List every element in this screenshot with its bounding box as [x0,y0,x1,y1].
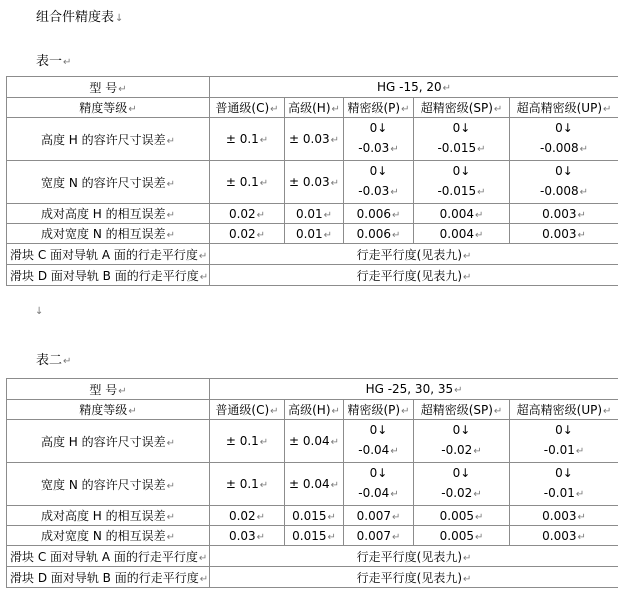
width-tol-h-value: ± 0.04 [289,477,330,491]
cell-mark: ↵ [473,489,482,500]
model-value-cell [210,77,618,98]
height-tol-h-value: ± 0.03 [289,132,330,146]
height-tol-sp [414,118,510,161]
grade-h [285,400,344,420]
width-mutual-c-value: 0.02 [228,226,256,241]
grade-p-text: 精密级(P) [347,101,401,115]
height-tolerance-row [7,118,618,161]
width-tol-c-value: ± 0.1 [225,477,259,491]
width-mutual-h [285,224,344,244]
cell-mark: ↵ [575,489,585,500]
width-mutual-up [510,526,618,546]
height-mutual-h [285,506,344,526]
cell-mark: ↵ [577,511,586,523]
parallelism-d-value-cell [210,567,618,588]
paragraph-mark: ↓ [35,306,44,317]
precision-table-1 [6,76,618,286]
grade-up [510,98,618,118]
height-mutual-label: 成对高度 H 的相互误差 [40,509,166,523]
width-tol-c [210,463,285,506]
height-tol-p [344,118,414,161]
width-mutual-up [510,224,618,244]
width-mutual-c [210,526,285,546]
width-tol-c-value: ± 0.1 [225,175,259,189]
cell-mark: ↵ [259,437,269,448]
grade-c-text: 普通级(C) [215,403,270,417]
cell-mark: ↵ [128,406,137,417]
grade-up-text: 超高精密级(UP) [516,403,603,417]
height-mutual-label-cell [7,506,210,526]
width-mutual-p-value: 0.007 [356,528,391,543]
cell-mark: ↵ [256,511,266,523]
height-mutual-sp-value: 0.004 [439,206,474,221]
model-label-cell [7,77,210,98]
width-tol-up [510,463,618,506]
width-tol-label: 宽度 N 的容许尺寸误差 [41,175,166,190]
cell-mark: ↵ [323,209,333,221]
parallelism-c-value: 行走平行度(见表九) [356,549,463,564]
grade-up-text: 超高精密级(UP) [516,101,603,115]
cell-mark: ↵ [198,250,208,262]
width-tol-p-upper: 0↓ [369,466,388,480]
height-tol-label-cell [7,118,210,161]
model-row [7,77,618,98]
cell-mark: ↵ [390,489,399,500]
parallelism-d-label: 滑块 D 面对导轨 B 面的行走平行度 [10,268,199,283]
cell-mark: ↵ [579,144,589,155]
height-tol-sp-lower: -0.015 [437,141,477,155]
height-mutual-up [510,506,618,526]
width-tolerance-row [7,463,618,506]
height-mutual-c-value: 0.02 [228,508,256,523]
height-mutual-h-value: 0.015 [292,508,327,523]
cell-mark: ↵ [331,104,340,115]
model-label: 型 号 [89,80,118,95]
height-mutual-c [210,204,285,224]
height-mutual-up [510,204,618,224]
width-tol-sp-lower: -0.015 [437,184,477,198]
grade-row [7,400,618,420]
paragraph-mark: ↵ [63,57,72,68]
grade-label-cell [7,98,210,118]
height-tol-sp-upper: 0↓ [452,121,471,135]
width-mutual-sp [414,224,510,244]
cell-mark: ↵ [327,511,336,523]
paragraph-mark: ↓ [115,13,124,24]
cell-mark: ↵ [323,229,333,241]
width-tol-c [210,161,285,204]
table-2-caption-text: 表二 [36,353,63,368]
width-mutual-label: 成对宽度 N 的相互误差 [41,529,166,543]
grade-sp-text: 超精密级(SP) [420,403,493,417]
cell-mark: ↵ [463,552,472,564]
grade-sp [414,98,510,118]
width-tol-sp-upper: 0↓ [452,164,471,178]
parallelism-c-label-cell [7,244,210,265]
cell-mark: ↵ [256,209,266,221]
cell-mark: ↵ [166,230,175,241]
width-tol-sp [414,463,510,506]
cell-mark: ↵ [493,104,503,115]
parallelism-d-label-cell [7,567,210,588]
grade-label: 精度等级 [79,403,128,417]
height-mutual-label-cell [7,204,210,224]
document-title-text: 组合件精度表 [36,10,115,25]
width-tol-up-upper: 0↓ [555,164,573,178]
width-mutual-row [7,526,618,546]
width-mutual-row [7,224,618,244]
grade-p [344,98,414,118]
cell-mark: ↵ [391,531,401,543]
parallelism-c-label-cell [7,546,210,567]
height-tol-up-lower: -0.01 [543,443,575,457]
width-tol-p-lower: -0.03 [358,184,390,198]
parallelism-c-label: 滑块 C 面对导轨 A 面的行走平行度 [10,549,198,564]
cell-mark: ↵ [259,135,269,146]
height-tol-p-upper: 0↓ [369,121,388,135]
width-tol-sp-upper: 0↓ [452,466,471,480]
cell-mark: ↵ [256,531,266,543]
height-tol-sp [414,420,510,463]
width-tol-p-upper: 0↓ [369,164,388,178]
cell-mark: ↵ [463,250,472,262]
model-label-cell [7,379,210,400]
width-mutual-p [344,526,414,546]
cell-mark: ↵ [118,385,127,397]
width-mutual-up-value: 0.003 [542,528,577,543]
height-mutual-p-value: 0.007 [356,508,391,523]
grade-p [344,400,414,420]
width-tol-label-cell [7,161,210,204]
parallelism-c-row [7,546,618,567]
parallelism-c-row [7,244,618,265]
cell-mark: ↵ [166,532,175,543]
cell-mark: ↵ [391,229,401,241]
cell-mark: ↵ [330,178,339,189]
height-tol-h [285,118,344,161]
parallelism-d-label: 滑块 D 面对导轨 B 面的行走平行度 [10,570,199,585]
grade-h [285,98,344,118]
height-mutual-c [210,506,285,526]
height-tol-c-value: ± 0.1 [225,434,259,448]
height-mutual-sp [414,204,510,224]
height-mutual-p [344,506,414,526]
cell-mark: ↵ [166,512,176,523]
width-mutual-label: 成对宽度 N 的相互误差 [41,227,166,241]
cell-mark: ↵ [463,271,472,283]
width-mutual-sp-value: 0.005 [439,528,474,543]
table-1-caption [36,50,71,69]
height-tol-up-upper: 0↓ [555,121,573,135]
width-mutual-label-cell [7,224,210,244]
cell-mark: ↵ [603,104,612,115]
height-tol-label: 高度 H 的容许尺寸误差 [40,434,166,449]
width-mutual-sp [414,526,510,546]
width-tol-h-value: ± 0.03 [289,175,330,189]
height-tol-p [344,420,414,463]
cell-mark: ↵ [391,209,401,221]
cell-mark: ↵ [327,531,336,543]
width-mutual-c [210,224,285,244]
cell-mark: ↵ [166,135,176,147]
cell-mark: ↵ [603,406,612,417]
cell-mark: ↵ [463,573,472,585]
cell-mark: ↵ [330,480,339,491]
height-mutual-sp-value: 0.005 [439,508,474,523]
parallelism-d-row [7,567,618,588]
grade-sp-text: 超精密级(SP) [420,101,493,115]
width-mutual-p [344,224,414,244]
height-tol-c [210,420,285,463]
cell-mark: ↵ [256,229,266,241]
grade-sp [414,400,510,420]
cell-mark: ↵ [401,104,410,115]
width-tol-sp-lower: -0.02 [441,486,473,500]
grade-h-text: 高级(H) [288,101,331,115]
width-mutual-h-value: 0.01 [295,226,323,241]
cell-mark: ↵ [493,406,503,417]
height-mutual-p-value: 0.006 [356,206,391,221]
cell-mark: ↵ [474,229,484,241]
height-mutual-sp [414,506,510,526]
height-tol-p-upper: 0↓ [369,423,388,437]
model-label: 型 号 [89,382,118,397]
parallelism-c-label: 滑块 C 面对导轨 A 面的行走平行度 [10,247,198,262]
width-tol-up-upper: 0↓ [555,466,573,480]
width-tol-h [285,161,344,204]
cell-mark: ↵ [454,385,463,396]
cell-mark: ↵ [166,210,176,221]
height-tol-sp-lower: -0.02 [441,443,473,457]
height-tol-sp-upper: 0↓ [452,423,471,437]
cell-mark: ↵ [401,406,410,417]
cell-mark: ↵ [198,552,208,564]
cell-mark: ↵ [331,406,340,417]
parallelism-d-label-cell [7,265,210,286]
parallelism-c-value: 行走平行度(见表九) [356,247,463,262]
cell-mark: ↵ [579,187,589,198]
cell-mark: ↵ [259,178,269,189]
table-2-caption [36,349,71,368]
cell-mark: ↵ [474,511,484,523]
height-tol-label: 高度 H 的容许尺寸误差 [40,132,166,147]
height-mutual-label: 成对高度 H 的相互误差 [40,207,166,221]
height-tol-h-value: ± 0.04 [289,434,330,448]
width-tol-up-lower: -0.01 [543,486,575,500]
width-tol-up [510,161,618,204]
cell-mark: ↵ [199,271,209,283]
cell-mark: ↵ [166,480,175,492]
model-value-cell [210,379,618,400]
width-mutual-label-cell [7,526,210,546]
width-tol-p-lower: -0.04 [358,486,390,500]
cell-mark: ↵ [473,446,482,457]
width-tolerance-row [7,161,618,204]
width-tol-label: 宽度 N 的容许尺寸误差 [41,477,166,492]
cell-mark: ↵ [259,480,269,491]
width-mutual-h [285,526,344,546]
width-tol-p [344,463,414,506]
width-mutual-p-value: 0.006 [356,226,391,241]
height-mutual-h [285,204,344,224]
cell-mark: ↵ [166,437,176,449]
height-tol-h [285,420,344,463]
parallelism-d-value-cell [210,265,618,286]
grade-row [7,98,618,118]
cell-mark: ↵ [391,511,401,523]
cell-mark: ↵ [474,531,484,543]
parallelism-d-value: 行走平行度(见表九) [356,268,463,283]
height-tol-c-value: ± 0.1 [225,132,259,146]
grade-c [210,400,285,420]
grade-h-text: 高级(H) [288,403,331,417]
precision-table-2 [6,378,618,588]
grade-up [510,400,618,420]
width-tol-sp [414,161,510,204]
cell-mark: ↵ [118,83,127,95]
document-title [36,6,123,25]
grade-p-text: 精密级(P) [347,403,401,417]
height-tolerance-row [7,420,618,463]
height-mutual-row [7,204,618,224]
width-mutual-up-value: 0.003 [542,226,577,241]
cell-mark: ↵ [390,187,399,198]
cell-mark: ↵ [270,406,279,417]
height-tol-up-upper: 0↓ [555,423,573,437]
width-tol-up-lower: -0.008 [539,184,579,198]
height-tol-p-lower: -0.03 [358,141,390,155]
cell-mark: ↵ [330,135,339,146]
grade-c [210,98,285,118]
cell-mark: ↵ [577,209,586,221]
cell-mark: ↵ [577,531,586,543]
cell-mark: ↵ [474,209,484,221]
cell-mark: ↵ [575,446,585,457]
model-value: HG -25, 30, 35 [365,382,454,396]
height-tol-p-lower: -0.04 [358,443,390,457]
grade-label-cell [7,400,210,420]
table-1-caption-text: 表一 [36,54,63,69]
width-tol-label-cell [7,463,210,506]
height-mutual-row [7,506,618,526]
cell-mark: ↵ [442,83,452,94]
width-mutual-c-value: 0.03 [228,528,256,543]
parallelism-c-value-cell [210,244,618,265]
cell-mark: ↵ [477,187,486,198]
cell-mark: ↵ [166,178,175,190]
height-mutual-up-value: 0.003 [542,508,577,523]
grade-label: 精度等级 [79,101,128,115]
cell-mark: ↵ [128,104,137,115]
height-mutual-h-value: 0.01 [295,206,323,221]
height-tol-up [510,118,618,161]
height-tol-up-lower: -0.008 [539,141,579,155]
cell-mark: ↵ [330,437,339,448]
parallelism-d-row [7,265,618,286]
model-value: HG -15, 20 [377,80,442,94]
parallelism-d-value: 行走平行度(见表九) [356,570,463,585]
height-tol-label-cell [7,420,210,463]
paragraph-mark: ↵ [63,356,72,367]
height-tol-c [210,118,285,161]
height-mutual-up-value: 0.003 [542,206,577,221]
height-mutual-c-value: 0.02 [228,206,256,221]
width-tol-p [344,161,414,204]
cell-mark: ↵ [270,104,279,115]
cell-mark: ↵ [390,144,399,155]
width-tol-h [285,463,344,506]
parallelism-c-value-cell [210,546,618,567]
cell-mark: ↵ [577,229,586,241]
cell-mark: ↵ [390,446,399,457]
height-tol-up [510,420,618,463]
grade-c-text: 普通级(C) [215,101,270,115]
width-mutual-sp-value: 0.004 [439,226,474,241]
model-row [7,379,618,400]
width-mutual-h-value: 0.015 [292,528,327,543]
cell-mark: ↵ [199,573,209,585]
height-mutual-p [344,204,414,224]
cell-mark: ↵ [477,144,486,155]
